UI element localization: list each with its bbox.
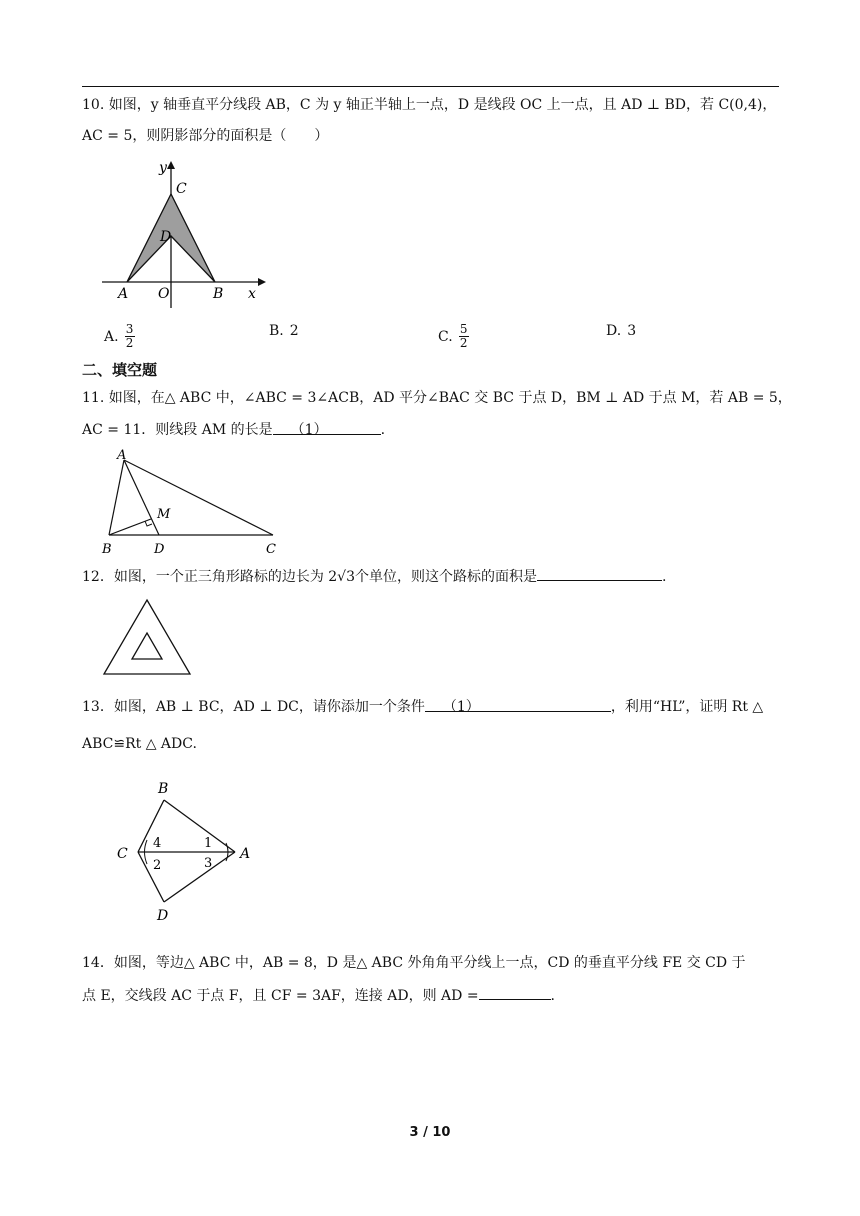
q10-option-c-den: 2 xyxy=(459,336,468,350)
q10-label-c: C xyxy=(176,181,187,197)
q10-option-d-value: 3 xyxy=(627,323,637,339)
q13-figure xyxy=(112,778,262,926)
q13-angle-3: 3 xyxy=(204,856,213,871)
q11-label-d: D xyxy=(154,542,165,557)
q12-figure xyxy=(100,596,196,680)
q13-text-pre: 13．如图，AB ⊥ BC，AD ⊥ DC，请你添加一个条件 xyxy=(82,699,425,715)
q11-label-c: C xyxy=(266,542,276,557)
q11-text-line1: 11. 如图，在△ ABC 中，∠ABC = 3∠ACB，AD 平分∠BAC 交 BC 于点 D，BM ⊥ AD 于点 M，若 AB = 5， xyxy=(82,390,792,406)
q10-option-c-num: 5 xyxy=(459,322,468,336)
q10-option-b-value: 2 xyxy=(289,323,299,339)
q11-text-pre: AC = 11．则线段 AM 的长是 xyxy=(82,422,273,438)
q10-option-b xyxy=(269,323,299,339)
q11-label-a: A xyxy=(117,448,127,463)
q13-label-c: C xyxy=(117,846,128,862)
q12-text-post: . xyxy=(662,569,667,585)
q10-option-c xyxy=(438,323,469,350)
q10-option-c-fraction xyxy=(459,323,469,350)
q10-option-a-den: 2 xyxy=(125,336,134,350)
q13-label-a: A xyxy=(240,846,251,862)
q10-text-line2: AC = 5，则阴影部分的面积是（ ） xyxy=(82,128,329,144)
q10-text-line1: 10. 如图，y 轴垂直平分线段 AB，C 为 y 轴正半轴上一点，D 是线段 OC 上一点，且 AD ⊥ BD，若 C(0,4)， xyxy=(82,97,777,113)
q10-option-a-letter: A. xyxy=(104,328,119,345)
q11-text-line2 xyxy=(82,420,385,440)
q10-label-d: D xyxy=(160,229,172,245)
q11-label-m: M xyxy=(157,507,171,522)
q14-text-pre: 点 E，交线段 AC 于点 F，且 CF = 3AF，连接 AD，则 AD = xyxy=(82,988,479,1004)
q13-blank-label: （1） xyxy=(442,699,480,715)
q13-angle-4: 4 xyxy=(153,836,162,851)
q11-blank-label: （1） xyxy=(290,422,328,438)
q10-option-a-num: 3 xyxy=(125,322,134,336)
q13-text-line1 xyxy=(82,697,763,717)
q11-answer-blank[interactable] xyxy=(273,420,381,438)
q10-figure xyxy=(96,155,266,310)
q13-answer-blank[interactable] xyxy=(425,697,611,715)
q13-label-b: B xyxy=(158,781,169,797)
q12-text xyxy=(82,566,666,587)
q12-text-pre: 12．如图，一个正三角形路标的边长为 2√3个单位，则这个路标的面积是 xyxy=(82,569,537,585)
q14-answer-blank[interactable] xyxy=(479,985,551,1000)
q10-option-a xyxy=(104,323,135,350)
q10-option-d xyxy=(606,323,636,339)
q10-label-a: A xyxy=(118,286,129,302)
q14-text-line1: 14．如图，等边△ ABC 中，AB = 8，D 是△ ABC 外角角平分线上一点，CD 的垂直平分线 FE 交 CD 于 xyxy=(82,955,746,971)
q11-label-b: B xyxy=(102,542,112,557)
q11-figure xyxy=(96,446,286,558)
q10-label-o: O xyxy=(158,286,170,302)
q11-text-post: . xyxy=(380,422,386,438)
q13-text-post: ，利用“HL”，证明 Rt △ xyxy=(610,699,764,715)
q13-text-line2: ABC≌Rt △ ADC. xyxy=(82,736,197,752)
q10-option-b-letter: B. xyxy=(269,323,284,339)
q10-option-d-letter: D. xyxy=(606,323,622,339)
header-rule xyxy=(82,86,779,87)
q12-answer-blank[interactable] xyxy=(537,566,662,581)
q13-angle-2: 2 xyxy=(153,858,162,873)
q10-label-x: x xyxy=(248,286,256,302)
page-number: 3 / 10 xyxy=(409,1125,451,1140)
q10-label-b: B xyxy=(213,286,224,302)
q13-angle-1: 1 xyxy=(204,836,213,851)
section-heading: 二、填空题 xyxy=(82,361,158,379)
q13-label-d: D xyxy=(157,908,169,924)
q10-label-y: y xyxy=(159,160,167,176)
q14-text-line2 xyxy=(82,985,555,1006)
q14-text-post: . xyxy=(550,988,555,1004)
q10-option-c-letter: C. xyxy=(438,328,453,345)
q10-option-a-fraction xyxy=(125,323,135,350)
